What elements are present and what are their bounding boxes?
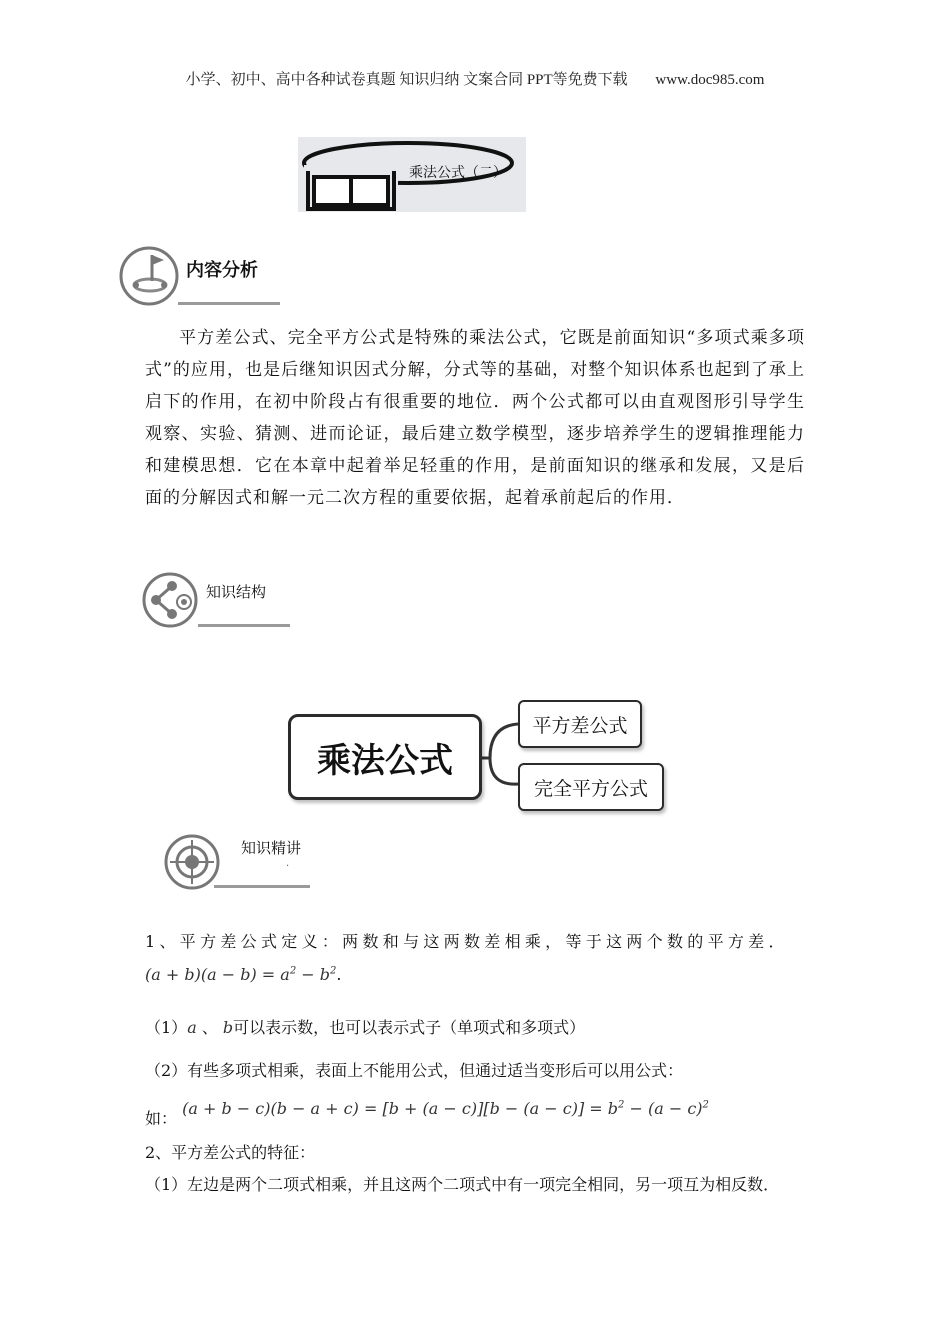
note-1: （1）a 、 b可以表示数，也可以表示式子（单项式和多项式） bbox=[145, 1018, 586, 1037]
definition-line: 1、平方差公式定义：两数和与这两数差相乘，等于这两个数的平方差． bbox=[145, 932, 789, 951]
example-label: 如： bbox=[145, 1109, 178, 1128]
page-header bbox=[0, 68, 950, 89]
header-text: 小学、初中、高中各种试卷真题 知识归纳 文案合同 PPT等免费下载 bbox=[185, 72, 628, 88]
feature-heading: 2、平方差公式的特征： bbox=[145, 1143, 316, 1162]
section-underline bbox=[214, 885, 310, 888]
section-title-explanation: 知识精讲 bbox=[241, 839, 302, 857]
crosshair-icon bbox=[164, 834, 220, 890]
section-underline bbox=[178, 302, 280, 305]
section-title-structure: 知识结构 bbox=[206, 583, 267, 601]
note-2: （2）有些多项式相乘，表面上不能用公式，但通过适当变形后可以用公式： bbox=[145, 1061, 684, 1080]
section-title-analysis: 内容分析 bbox=[186, 260, 258, 281]
target-flag-icon bbox=[118, 245, 182, 307]
mindmap-root: 乘法公式 bbox=[288, 714, 482, 800]
mindmap-node-perfect-square: 完全平方公式 bbox=[518, 763, 664, 811]
section-dot: . bbox=[286, 858, 290, 869]
mindmap-connector bbox=[478, 718, 520, 788]
banner-title: 乘法公式（二） bbox=[409, 165, 507, 181]
section-underline bbox=[198, 624, 290, 627]
network-icon bbox=[142, 572, 202, 628]
feature-1: （1）左边是两个二项式相乘，并且这两个二项式中有一项完全相同，另一项互为相反数． bbox=[145, 1175, 780, 1194]
formula-difference-of-squares: $(a + b)(a - b) = a^2 - b^2$. bbox=[145, 965, 342, 984]
header-site: www.doc985.com bbox=[655, 72, 765, 88]
example-line: 如： $(a + b - c)(b - a + c) = [b + (a - c)][b - (a - c)] = b^2 - (a - c)^2$ bbox=[145, 1099, 709, 1128]
analysis-paragraph: 平方差公式、完全平方公式是特殊的乘法公式，它既是前面知识“多项式乘多项式”的应用，也是后继知识因式分解，分式等的基础，对整个知识体系也起到了承上启下的作用，在初中阶段占有很重要的地位．两个公式都可以由直观图形引导学生观察、实验、猜测、进而论证，最后建立数学模型，逐步培养学生的逻辑推理能力和建模思想．它在本章中起着举足轻重的作用，是前面知识的继承和发展，又是后面的分解因式和解一元二次方程的重要依据，起着承前起后的作用． bbox=[145, 328, 805, 508]
mindmap-node-difference-of-squares: 平方差公式 bbox=[518, 700, 642, 748]
